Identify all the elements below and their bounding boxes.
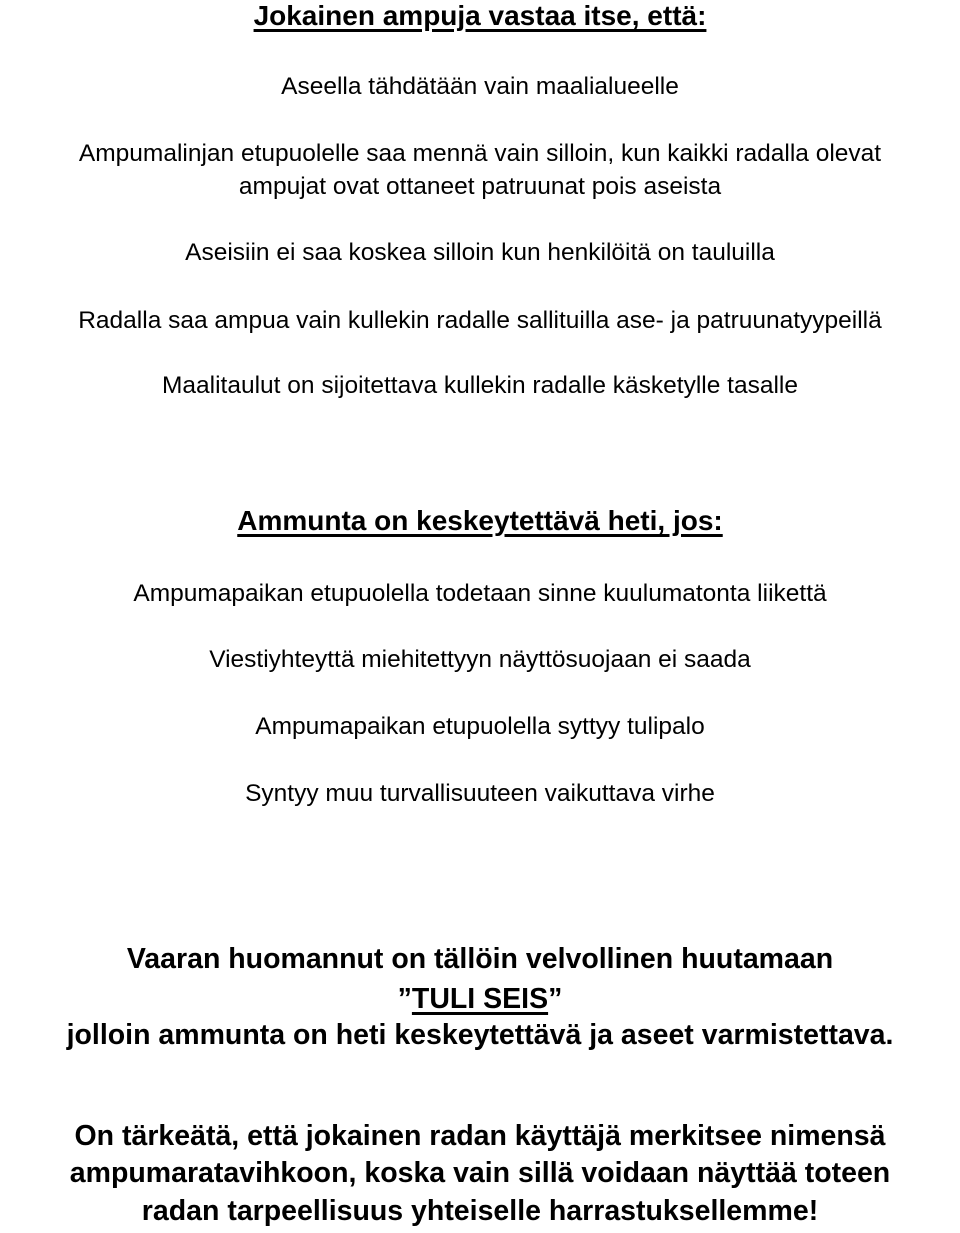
closing-line: ampumaratavihkoon, koska vain sillä voidaan näyttää toteen	[69, 1157, 891, 1189]
rule-item: Aseella tähdätään vain maalialueelle	[281, 73, 679, 100]
warning-line: Vaaran huomannut on tällöin velvollinen huutamaan	[126, 943, 834, 975]
condition-item: Syntyy muu turvallisuuteen vaikuttava virhe	[245, 780, 715, 807]
tuli-seis-command	[0, 983, 960, 1016]
quote-open: ”	[397, 983, 412, 1015]
rule-item: Maalitaulut on sijoitettava kullekin radalle käsketylle tasalle	[162, 372, 798, 399]
section2-heading: Ammunta on keskeytettävä heti, jos:	[237, 505, 723, 536]
quote-close: ”	[548, 983, 563, 1015]
closing-line: radan tarpeellisuus yhteiselle harrastuksellemme!	[141, 1195, 819, 1227]
condition-item: Ampumapaikan etupuolella syttyy tulipalo	[255, 713, 705, 740]
rule-item: Radalla saa ampua vain kullekin radalle sallituilla ase- ja patruunatyypeillä	[78, 307, 882, 334]
warning-line: jolloin ammunta on heti keskeytettävä ja aseet varmistettava.	[66, 1019, 894, 1051]
rule-item: Aseisiin ei saa koskea silloin kun henkilöitä on tauluilla	[185, 239, 775, 266]
closing-line: On tärkeätä, että jokainen radan käyttäjä merkitsee nimensä	[74, 1120, 886, 1152]
rule-item: ampujat ovat ottaneet patruunat pois aseista	[238, 173, 722, 200]
condition-item: Viestiyhteyttä miehitettyyn näyttösuojaan ei saada	[209, 646, 751, 673]
command-text: TULI SEIS	[411, 983, 549, 1015]
condition-item: Ampumapaikan etupuolella todetaan sinne kuulumatonta liikettä	[133, 580, 827, 607]
rule-item: Ampumalinjan etupuolelle saa mennä vain silloin, kun kaikki radalla olevat	[78, 140, 882, 167]
section1-heading: Jokainen ampuja vastaa itse, että:	[253, 0, 707, 31]
